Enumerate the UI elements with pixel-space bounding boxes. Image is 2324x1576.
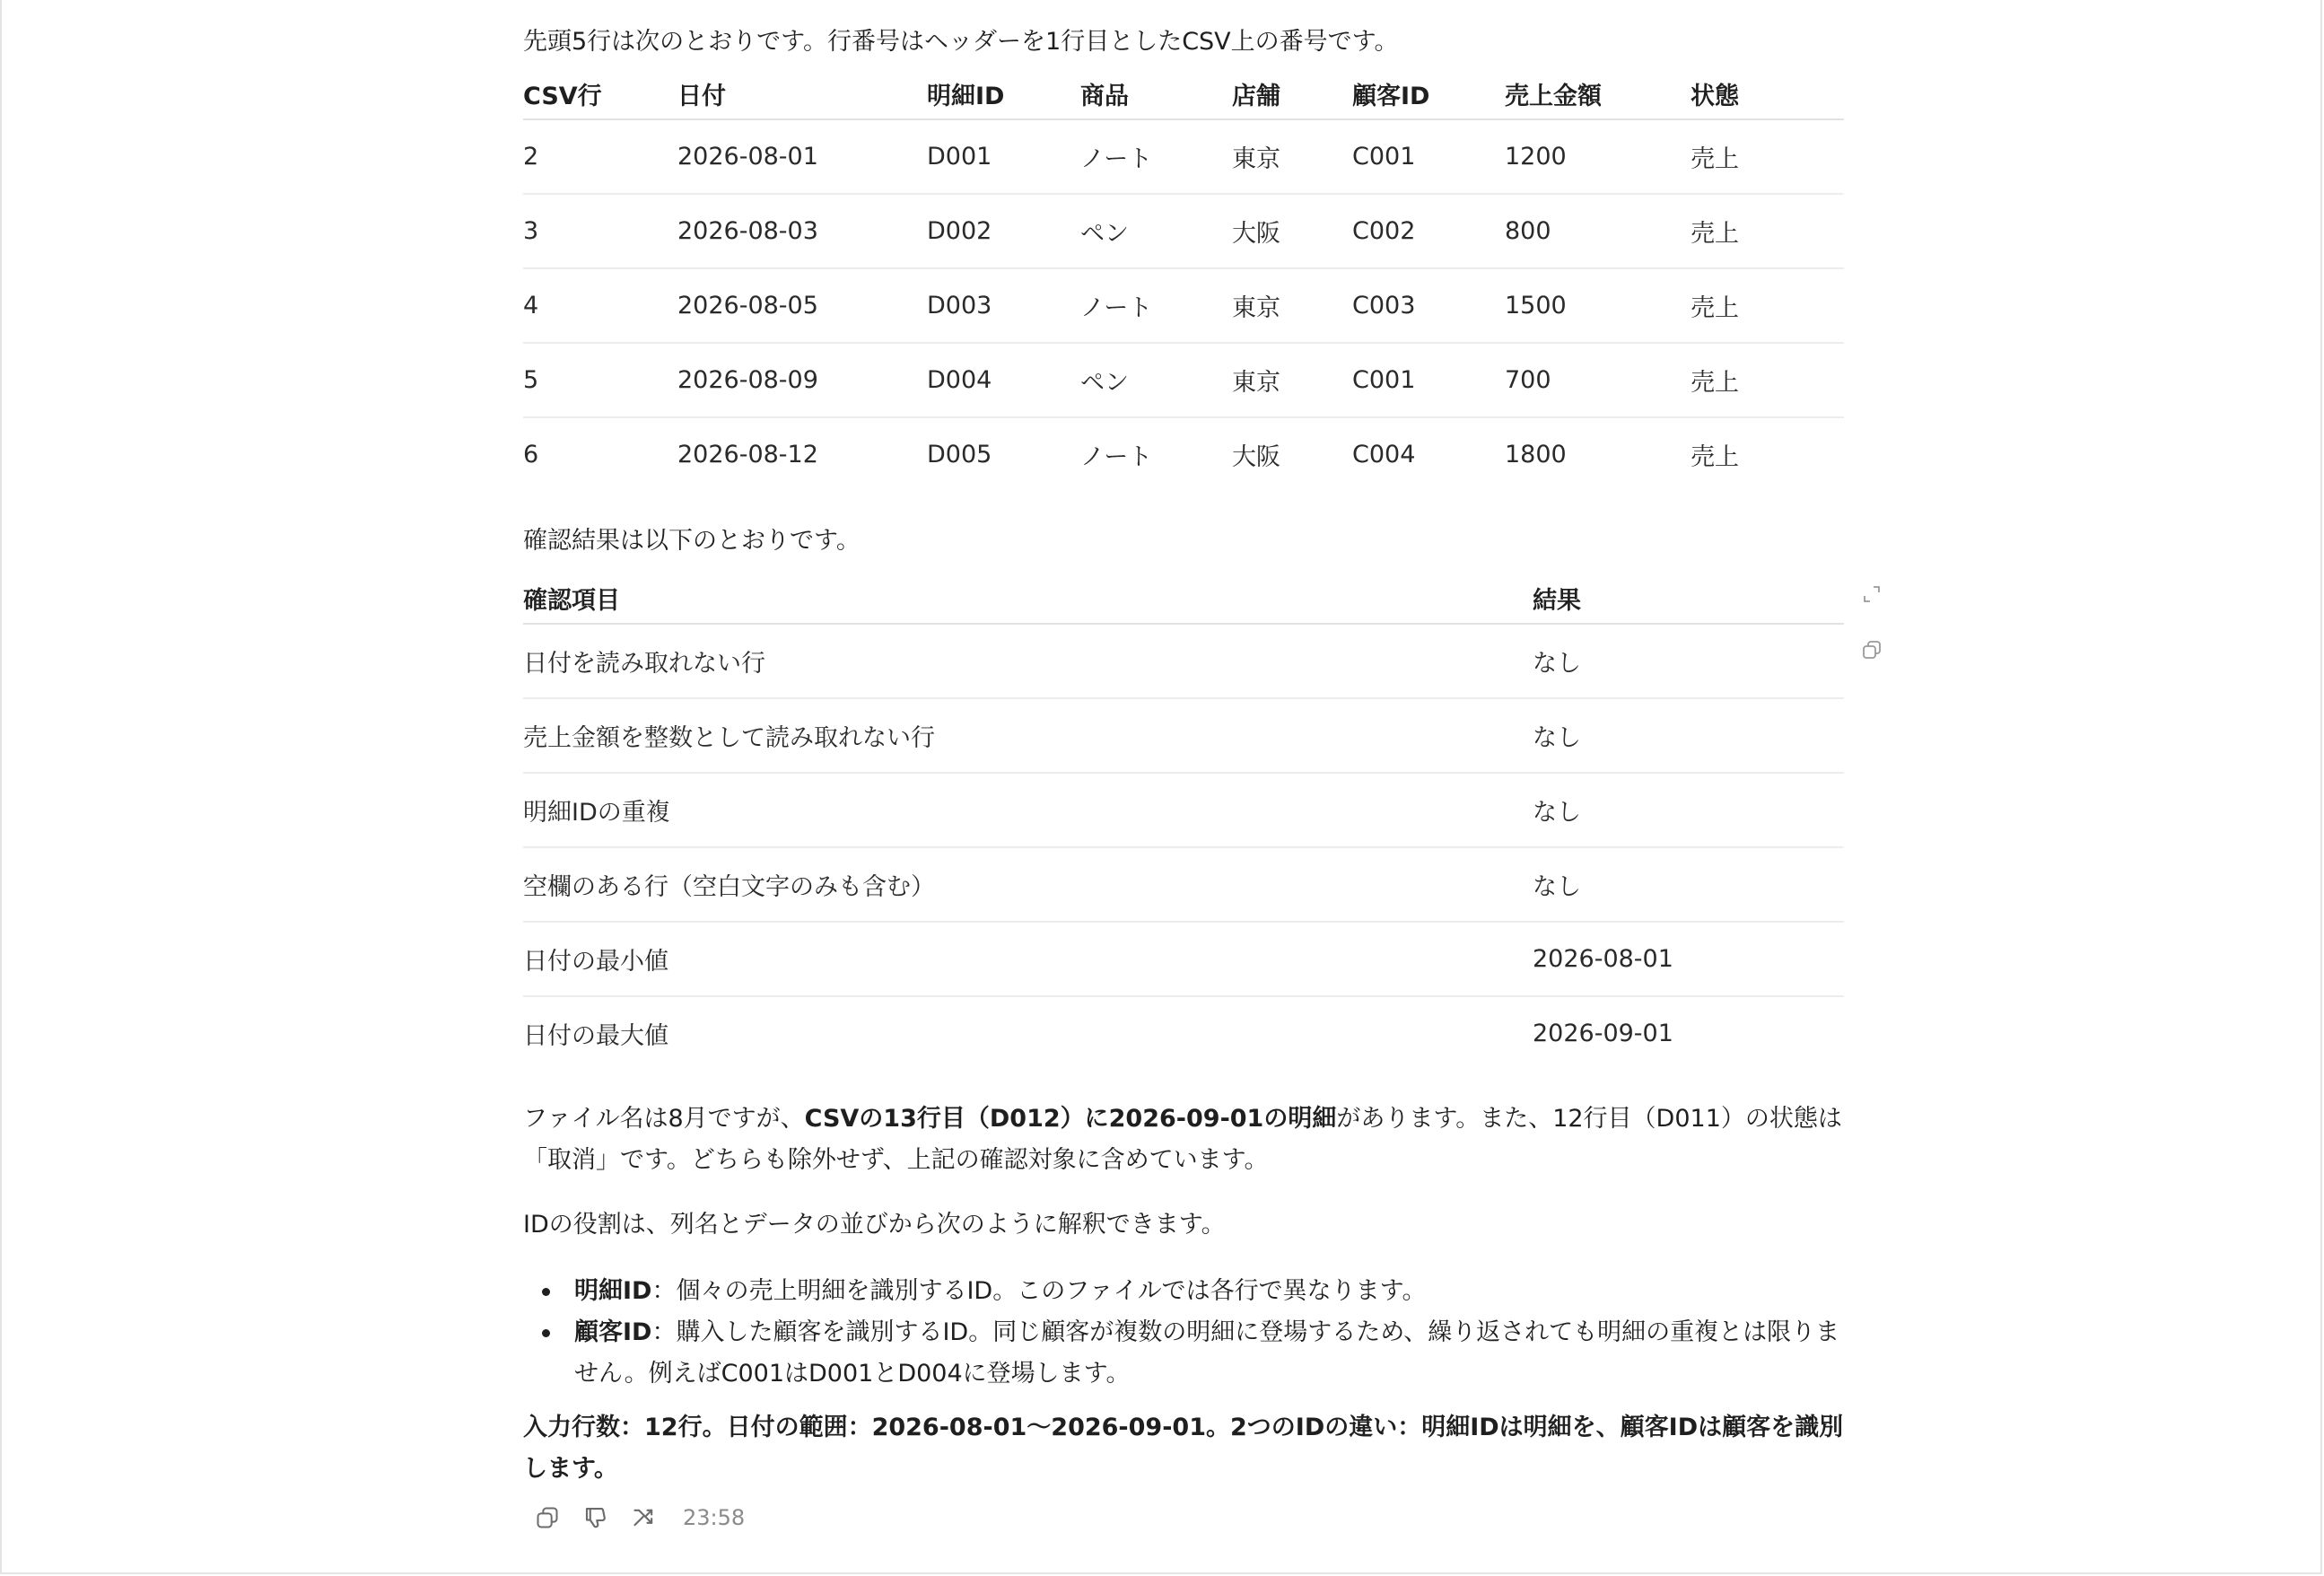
table-cell: 2026-09-01 bbox=[1533, 1020, 1673, 1047]
table-cell: D003 bbox=[927, 268, 1080, 343]
table-cell: 日付を読み取れない行 bbox=[523, 624, 1533, 698]
table-row bbox=[523, 194, 1844, 268]
expand-icon[interactable] bbox=[1859, 582, 1884, 607]
header-product: 商品 bbox=[1080, 69, 1232, 119]
table-cell: 6 bbox=[523, 441, 539, 468]
table-cell: 明細IDの重複 bbox=[523, 773, 1533, 847]
header-date: 日付 bbox=[677, 69, 927, 119]
note-text-1: ファイル名は8月ですが、 bbox=[523, 1105, 805, 1133]
table-cell: 売上 bbox=[1691, 443, 1739, 471]
table-cell: 大阪 bbox=[1232, 443, 1280, 471]
table-cell: なし bbox=[1533, 847, 1844, 922]
message-timestamp: 23:58 bbox=[683, 1505, 746, 1530]
list-item bbox=[523, 1271, 1844, 1312]
table-cell: D002 bbox=[927, 194, 1080, 268]
table-cell: なし bbox=[1533, 698, 1844, 773]
table-cell: 日付の最小値 bbox=[523, 922, 1533, 996]
table-row bbox=[523, 119, 1844, 194]
table-cell: 1200 bbox=[1505, 119, 1691, 194]
check-results-table bbox=[523, 573, 1844, 1070]
table-cell: 1500 bbox=[1505, 268, 1691, 343]
header-csv-row: CSV行 bbox=[523, 69, 677, 119]
thumbs-down-icon[interactable] bbox=[572, 1497, 620, 1538]
table-cell: 2026-08-01 bbox=[677, 119, 927, 194]
table-row bbox=[523, 624, 1844, 698]
header-check-item: 確認項目 bbox=[523, 573, 1533, 624]
summary-text: 入力行数：12行。日付の範囲：2026-08-01〜2026-09-01。2つのIDの違い：明細IDは明細を、顧客IDは顧客を識別します。 bbox=[523, 1414, 1844, 1483]
list-item-text: ：購入した顧客を識別するID。同じ顧客が複数の明細に登場するため、繰り返されても明細の重複とは限りません。例えばC001はD001とD004に登場します。 bbox=[574, 1318, 1840, 1388]
table-row bbox=[523, 698, 1844, 773]
table-cell: C002 bbox=[1352, 194, 1505, 268]
table-cell: 2026-08-09 bbox=[677, 343, 927, 417]
table-cell: 2026-08-01 bbox=[1533, 922, 1844, 996]
table-cell: 4 bbox=[523, 268, 677, 343]
table-cell: 5 bbox=[523, 343, 677, 417]
confirm-intro-text: 確認結果は以下のとおりです。 bbox=[523, 527, 861, 555]
table-row bbox=[523, 343, 1844, 417]
table-cell: 2026-08-05 bbox=[677, 268, 927, 343]
header-customer-id: 顧客ID bbox=[1352, 69, 1505, 119]
id-role-list bbox=[523, 1271, 1844, 1395]
header-amount: 売上金額 bbox=[1505, 69, 1691, 119]
table-cell: 3 bbox=[523, 194, 677, 268]
table-cell: ペン bbox=[1080, 343, 1232, 417]
table-cell: ノート bbox=[1080, 119, 1232, 194]
table-cell: D004 bbox=[927, 343, 1080, 417]
table-cell: 800 bbox=[1505, 194, 1691, 268]
header-detail-id: 明細ID bbox=[927, 69, 1080, 119]
table-cell: なし bbox=[1533, 624, 1844, 698]
table-cell: 売上 bbox=[1691, 194, 1844, 268]
note-paragraph bbox=[523, 1099, 1844, 1181]
list-item bbox=[523, 1312, 1844, 1395]
table-cell: ノート bbox=[1080, 443, 1153, 471]
table-cell: 東京 bbox=[1232, 343, 1352, 417]
note-bold: CSVの13行目（D012）に2026-09-01の明細 bbox=[804, 1105, 1337, 1133]
table-cell: D001 bbox=[927, 119, 1080, 194]
table-cell: ペン bbox=[1080, 194, 1232, 268]
table-row bbox=[523, 773, 1844, 847]
table-row bbox=[523, 417, 1844, 491]
header-result: 結果 bbox=[1533, 573, 1844, 624]
table-cell: 2026-08-12 bbox=[677, 441, 818, 468]
table-cell: 売上金額を整数として読み取れない行 bbox=[523, 698, 1533, 773]
table-cell: C001 bbox=[1352, 343, 1505, 417]
table-cell: 東京 bbox=[1232, 268, 1352, 343]
list-item-term: 明細ID bbox=[574, 1277, 652, 1305]
note-text-2: があります。また、12行目（D011）の状態は「取消」です。どちらも除外せず、上記の確認対象に含めています。 bbox=[523, 1105, 1842, 1174]
table-header-row bbox=[523, 69, 1844, 119]
table-cell: 売上 bbox=[1691, 268, 1844, 343]
table-cell: 2 bbox=[523, 119, 677, 194]
table-cell: 2026-08-03 bbox=[677, 194, 927, 268]
preview-table bbox=[523, 69, 1844, 491]
table-cell: D005 bbox=[927, 441, 992, 468]
list-item-term: 顧客ID bbox=[574, 1318, 652, 1346]
table-cell: 700 bbox=[1505, 343, 1691, 417]
table-row bbox=[523, 847, 1844, 922]
table-cell: 東京 bbox=[1232, 119, 1352, 194]
table-cell: 大阪 bbox=[1232, 194, 1352, 268]
header-status: 状態 bbox=[1691, 69, 1844, 119]
table-cell: C004 bbox=[1352, 441, 1416, 468]
list-item-text: ：個々の売上明細を識別するID。このファイルでは各行で異なります。 bbox=[651, 1277, 1427, 1305]
table-cell: 1800 bbox=[1505, 441, 1567, 468]
table-cell: C003 bbox=[1352, 268, 1505, 343]
table-row bbox=[523, 996, 1844, 1070]
table-cell: なし bbox=[1533, 773, 1844, 847]
table-cell: 売上 bbox=[1691, 119, 1844, 194]
copy-icon[interactable] bbox=[523, 1497, 572, 1538]
copy-icon[interactable] bbox=[1859, 637, 1884, 662]
table-cell: 日付の最大値 bbox=[523, 1022, 668, 1050]
table-header-row bbox=[523, 573, 1844, 624]
table-cell: C001 bbox=[1352, 119, 1505, 194]
table-cell: ノート bbox=[1080, 268, 1232, 343]
table-row bbox=[523, 268, 1844, 343]
table-cell: 売上 bbox=[1691, 343, 1844, 417]
id-intro-text: IDの役割は、列名とデータの並びから次のように解釈できます。 bbox=[523, 1211, 1226, 1239]
share-icon[interactable] bbox=[620, 1497, 668, 1538]
header-store: 店舗 bbox=[1232, 69, 1352, 119]
table-row bbox=[523, 922, 1844, 996]
intro-text: 先頭5行は次のとおりです。行番号はヘッダーを1行目としたCSV上の番号です。 bbox=[523, 28, 1399, 56]
message-actions bbox=[523, 1497, 745, 1538]
table-cell: 空欄のある行（空白文字のみも含む） bbox=[523, 847, 1533, 922]
